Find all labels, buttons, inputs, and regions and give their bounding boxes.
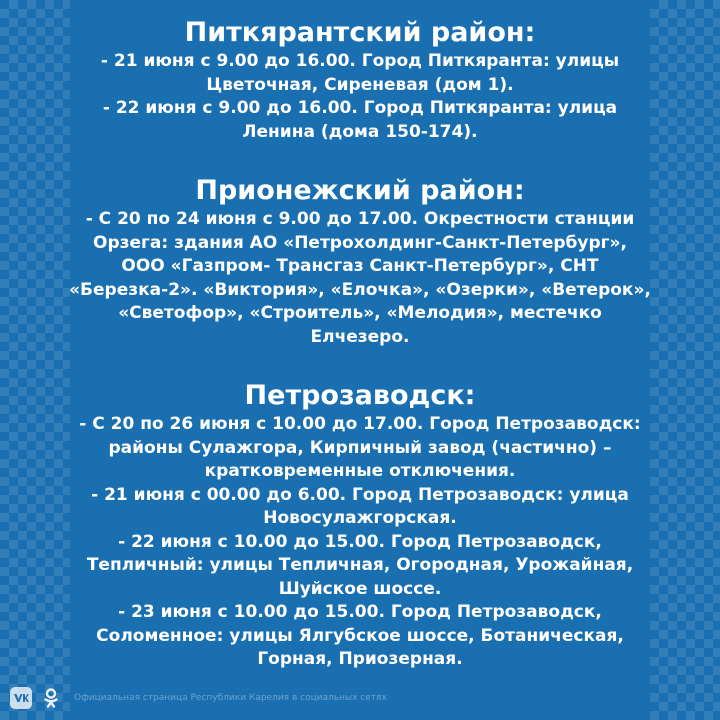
section-line: «Светофор», «Строитель», «Мелодия», местечко: [118, 303, 602, 323]
section-prionezhsky: [30, 174, 690, 349]
section-line: - 21 июня с 00.00 до 6.00. Город Петрозаводск: улица: [91, 484, 629, 505]
section-pitkyaranta: [30, 16, 690, 144]
section-line: Цветочная, Сиреневая (дом 1).: [206, 74, 514, 95]
section-line: - 22 июня с 10.00 до 15.00. Город Петрозаводск,: [118, 531, 602, 552]
section-line: - 22 июня с 9.00 до 16.00. Город Питкяранта: улица: [102, 98, 618, 118]
section-line: ООО «Газпром- Трансгаз Санкт-Петербург», СНТ: [121, 256, 599, 276]
vk-icon[interactable]: [10, 687, 32, 709]
section-line: Шуйское шоссе.: [278, 578, 442, 599]
section-line: Ленина (дома 150-174).: [242, 121, 478, 142]
section-title: Питкярантский район:: [184, 17, 536, 48]
section-line: - С 20 по 24 июня с 9.00 до 17.00. Окрестности станции: [85, 209, 635, 229]
ok-icon[interactable]: [40, 687, 62, 709]
section-line: - С 20 по 26 июня с 10.00 до 17.00. Город Петрозаводск:: [79, 414, 641, 434]
section-title: Прионежский район:: [195, 175, 525, 206]
section-title: Петрозаводск:: [244, 380, 476, 411]
section-line: районы Сулажгора, Кирпичный завод (частично) –: [108, 437, 612, 458]
section-line: Горная, Приозерная.: [257, 649, 463, 669]
section-line: - 21 июня с 9.00 до 16.00. Город Питкяранта: улицы: [100, 51, 620, 71]
section-line: Соломенное: улицы Ялгубское шоссе, Ботаническая,: [96, 625, 624, 646]
footer-text: Официальная страница Республики Карелия в социальных сетях: [74, 693, 387, 703]
announcement-content: [30, 16, 690, 702]
section-line: Елчезеро.: [310, 326, 410, 347]
section-line: кратковременные отключения.: [204, 461, 516, 481]
section-petrozavodsk: [30, 379, 690, 672]
footer: [10, 684, 710, 712]
section-line: Орзега: здания АО «Петрохолдинг-Санкт-Петербург»,: [93, 232, 627, 253]
section-line: - 23 июня с 10.00 до 15.00. Город Петрозаводск,: [118, 602, 602, 622]
section-line: Новосулажгорская.: [263, 508, 457, 528]
section-line: Тепличный: улицы Тепличная, Огородная, Урожайная,: [86, 555, 634, 575]
section-line: «Березка-2». «Виктория», «Елочка», «Озерки», «Ветерок»,: [69, 279, 651, 300]
